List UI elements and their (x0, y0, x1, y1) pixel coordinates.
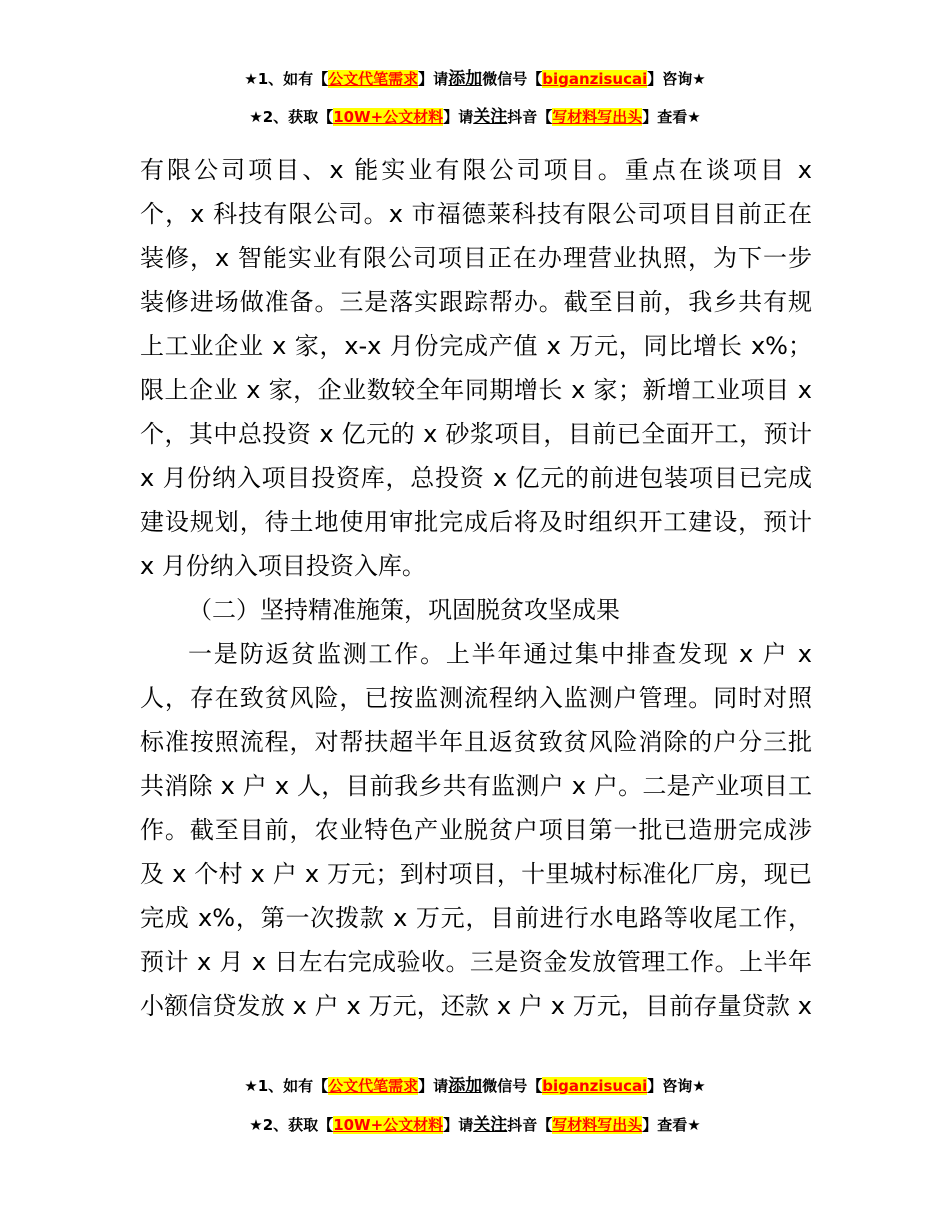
promo-highlight: 公文代笔需求 (328, 1077, 419, 1095)
promo-underline: 关注 (473, 1115, 508, 1135)
promo-highlight: 写材料写出头 (552, 108, 643, 126)
promo-text: ★1、如有【 (244, 70, 329, 88)
body-line: 上工业企业 x 家，x-x 月份完成产值 x 万元，同比增长 x%； (140, 332, 812, 360)
body-line: 装修，x 智能实业有限公司项目正在办理营业执照，为下一步 (140, 244, 812, 272)
promo-underline: 添加 (448, 69, 483, 89)
promo-text: ★1、如有【 (244, 1077, 329, 1095)
promo-highlight: biganzisucai (542, 70, 648, 88)
body-line: 一是防返贫监测工作。上半年通过集中排查发现 x 户 x (188, 640, 812, 668)
body-line: 共消除 x 户 x 人，目前我乡共有监测户 x 户。二是产业项目工 (140, 772, 812, 800)
section-heading: （二）坚持精准施策，巩固脱贫攻坚成果 (188, 596, 620, 624)
body-line: 作。截至目前，农业特色产业脱贫户项目第一批已造册完成涉 (140, 816, 812, 844)
body-line: 标准按照流程，对帮扶超半年且返贫致贫风险消除的户分三批 (140, 728, 812, 756)
body-line: 有限公司项目、x 能实业有限公司项目。重点在谈项目 x (140, 156, 812, 184)
body-line: 限上企业 x 家，企业数较全年同期增长 x 家；新增工业项目 x (140, 376, 812, 404)
body-line: 小额信贷发放 x 户 x 万元，还款 x 户 x 万元，目前存量贷款 x (140, 992, 812, 1020)
body-line: 完成 x%，第一次拨款 x 万元，目前进行水电路等收尾工作， (140, 904, 812, 932)
promo-text: 】请 (418, 70, 449, 88)
body-line: 个，x 科技有限公司。x 市福德莱科技有限公司项目目前正在 (140, 200, 812, 228)
body-line: 及 x 个村 x 户 x 万元；到村项目，十里城村标准化厂房，现已 (140, 860, 812, 888)
body-line: 个，其中总投资 x 亿元的 x 砂浆项目，目前已全面开工，预计 (140, 420, 812, 448)
promo-text: ★2、获取【 (249, 108, 334, 126)
promo-underline: 关注 (473, 107, 508, 127)
promo-text: 】请 (443, 1116, 474, 1134)
promo-highlight: 10W+公文材料 (333, 1116, 444, 1134)
body-line: 建设规划，待土地使用审批完成后将及时组织开工建设，预计 (140, 508, 812, 536)
promo-highlight: 公文代笔需求 (328, 70, 419, 88)
body-line: 预计 x 月 x 日左右完成验收。三是资金发放管理工作。上半年 (140, 948, 812, 976)
footer-promo-line-1 (0, 1075, 950, 1097)
promo-text: 】请 (443, 108, 474, 126)
document-body (140, 148, 812, 1028)
promo-text: 抖音【 (507, 108, 553, 126)
promo-text: 】查看★ (642, 108, 701, 126)
promo-highlight: biganzisucai (542, 1077, 648, 1095)
header-promo-line-2 (0, 106, 950, 128)
body-line: x 月份纳入项目投资库，总投资 x 亿元的前进包装项目已完成 (140, 464, 812, 492)
body-line: 装修进场做准备。三是落实跟踪帮办。截至目前，我乡共有规 (140, 288, 812, 316)
promo-text: 】查看★ (642, 1116, 701, 1134)
promo-text: 抖音【 (507, 1116, 553, 1134)
body-line: x 月份纳入项目投资入库。 (140, 552, 426, 580)
promo-text: 】咨询★ (647, 1077, 706, 1095)
promo-text: 】请 (418, 1077, 449, 1095)
footer-promo-line-2 (0, 1114, 950, 1136)
promo-text: 微信号【 (482, 1077, 543, 1095)
promo-underline: 添加 (448, 1076, 483, 1096)
promo-highlight: 写材料写出头 (552, 1116, 643, 1134)
promo-text: 微信号【 (482, 70, 543, 88)
promo-text: 】咨询★ (647, 70, 706, 88)
promo-highlight: 10W+公文材料 (333, 108, 444, 126)
header-promo-line-1 (0, 68, 950, 90)
body-line: 人，存在致贫风险，已按监测流程纳入监测户管理。同时对照 (140, 684, 812, 712)
promo-text: ★2、获取【 (249, 1116, 334, 1134)
